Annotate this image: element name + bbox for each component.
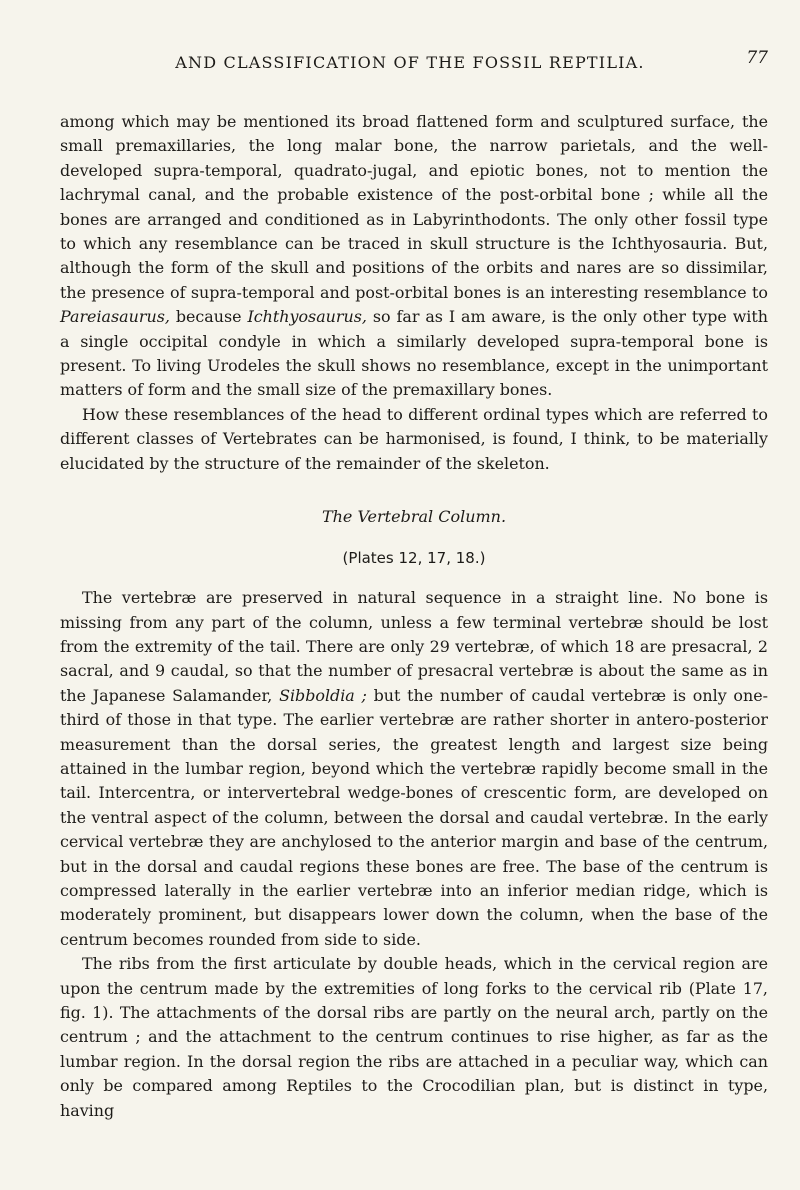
page-number: 77 bbox=[746, 48, 768, 68]
text-run: so far as I am aware, is the only other type with a single occipital condyle in which a similarly developed supra-temporal bone is present. To living Urodeles the skull shows no resemblance, except in the unimportant matters of form and the small size of the premaxillary bones. bbox=[60, 307, 768, 400]
text-run: The vertebræ are preserved in natural sequence in a straight line. No bone is missing from any part of the column, unless a few terminal vertebræ should be lost from the extremity of the tail. There are only 29 vertebræ, of which 18 are presacral, 2 sacral, and 9 caudal, so that the number of presacral vertebræ is about the same as in the Japanese Salamander, bbox=[60, 588, 768, 705]
section-heading: The Vertebral Column. bbox=[321, 507, 507, 527]
section-plates-reference: (Plates 12, 17, 18.) bbox=[342, 549, 486, 568]
paragraph-4 bbox=[60, 952, 768, 1123]
running-head bbox=[60, 48, 768, 75]
text-run: among which may be mentioned its broad flattened form and sculptured surface, the small premaxillaries, the long malar bone, the narrow parietals, and the well-developed supra-temporal, quadrato-jugal, and epiotic bones, not to mention the lachrymal canal, and the probable existence of the post-orbital bone ; while all the bones are arranged and conditioned as in Labyrinthodonts. The only other fossil type to which any resemblance can be traced in skull structure is the Ichthyosauria. But, although the form of the skull and positions of the orbits and nares are so dissimilar, the presence of supra-temporal and post-orbital bones is an interesting resemblance to bbox=[60, 112, 768, 302]
text-run: but the number of caudal vertebræ is only one-third of those in that type. The earlier vertebræ are rather shorter in antero-posterior measurement than the dorsal series, the greatest length and largest size being attained in the lumbar region, beyond which the vertebræ rapidly become small in the tail. Intercentra, or intervertebral wedge-bones of crescentic form, are developed on the ventral aspect of the column, between the dorsal and caudal vertebræ. In the early cervical vertebræ they are anchylosed to the anterior margin and base of the centrum, but in the dorsal and caudal regions these bones are free. The base of the centrum is compressed laterally in the earlier vertebræ into an inferior median ridge, which is moderately prominent, but disappears lower down the column, when the base of the centrum becomes rounded from side to side. bbox=[60, 685, 768, 949]
paragraph-2 bbox=[60, 403, 768, 476]
italic-term: Pareiasaurus, bbox=[60, 307, 170, 327]
body-text bbox=[60, 110, 768, 1123]
italic-term: Sibboldia ; bbox=[279, 685, 367, 705]
running-title: AND CLASSIFICATION OF THE FOSSIL REPTILIA. bbox=[175, 53, 645, 72]
text-run: How these resemblances of the head to different ordinal types which are referred to different classes of Vertebrates can be harmonised, is found, I think, to be materially elucidated by the structure of the remainder of the skeleton. bbox=[60, 404, 768, 473]
text-run: because bbox=[169, 307, 248, 327]
text-run: The ribs from the first articulate by double heads, which in the cervical region are upon the centrum made by the extremities of long forks to the cervical rib (Plate 17, fig. 1). The attachments of the dorsal ribs are partly on the neural arch, partly on the centrum ; and the attachment to the centrum continues to rise higher, as far as the lumbar region. In the dorsal region the ribs are attached in a peculiar way, which can only be compared among Reptiles to the Crocodilian plan, but is distinct in type, having bbox=[60, 954, 768, 1120]
italic-term: Ichthyosaurus, bbox=[247, 307, 367, 327]
paragraph-1 bbox=[60, 110, 768, 403]
paragraph-3 bbox=[60, 586, 768, 952]
